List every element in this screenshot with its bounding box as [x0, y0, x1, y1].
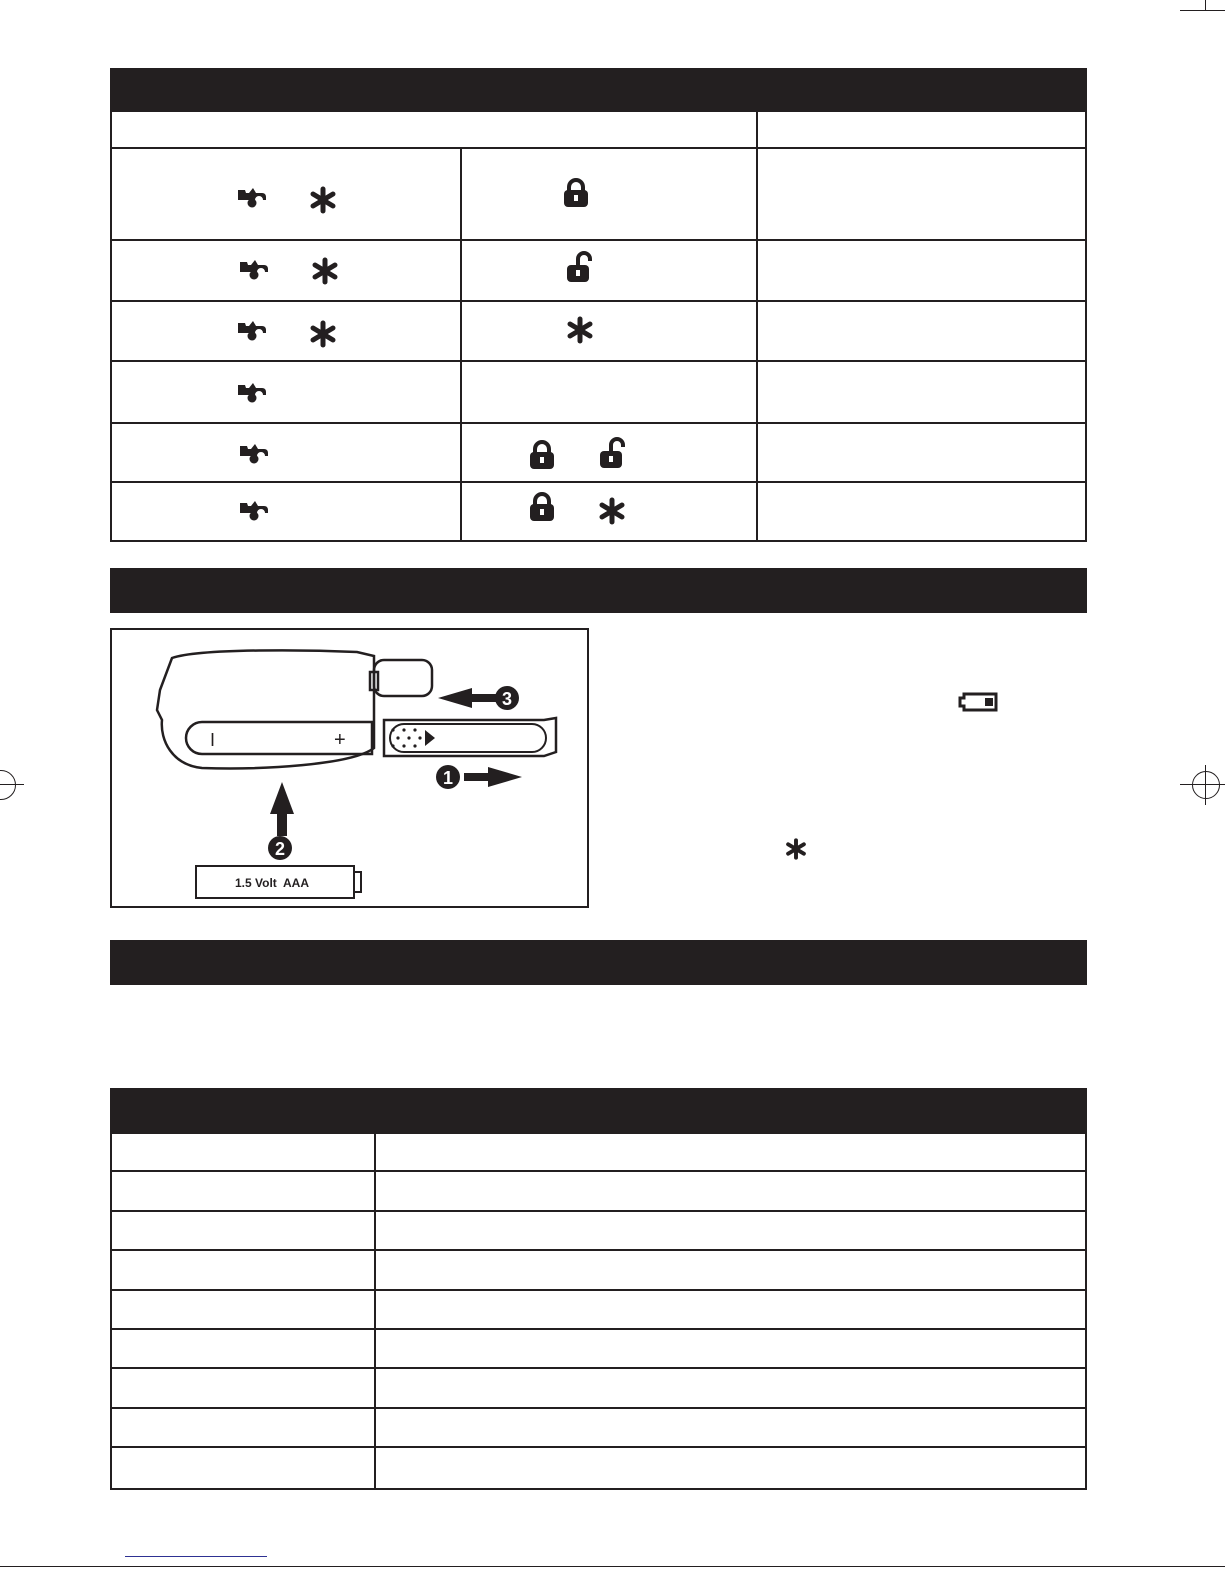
- car-trunk-icon: [237, 382, 267, 404]
- step-2-number: 2: [274, 839, 286, 859]
- step-1-number: 1: [442, 768, 454, 788]
- registration-mark: [0, 770, 16, 800]
- spec-row-rule: [110, 1407, 1087, 1409]
- asterisk-icon: [309, 186, 337, 214]
- car-trunk-icon: [239, 500, 269, 522]
- battery-plus-sign: +: [334, 729, 346, 751]
- spec-row-rule: [110, 1249, 1087, 1251]
- arrow-step-2: [268, 782, 294, 860]
- link-underline[interactable]: [125, 1556, 267, 1557]
- section-header-bar: [110, 940, 1087, 985]
- battery-replacement-illustration: [112, 630, 587, 906]
- crop-mark: [1180, 10, 1225, 11]
- battery-door: [384, 718, 556, 756]
- car-trunk-icon: [239, 443, 269, 465]
- lock-open-icon: [565, 251, 593, 283]
- asterisk-icon: [785, 838, 807, 860]
- battery-low-icon: [958, 692, 1000, 712]
- spec-table-column-rule: [374, 1134, 376, 1490]
- table-rule: [110, 239, 1087, 241]
- asterisk-icon: [566, 316, 594, 344]
- section-header-bar: [110, 68, 1087, 112]
- lock-closed-icon: [528, 492, 556, 522]
- table-column-rule: [460, 147, 462, 542]
- battery-minus-sign: I: [210, 730, 216, 750]
- spec-table: [110, 1134, 1087, 1490]
- lock-closed-icon: [528, 440, 556, 470]
- remote-body: [157, 650, 432, 768]
- section-header-bar: [110, 568, 1087, 613]
- car-trunk-icon: [237, 320, 267, 342]
- crop-mark: [1205, 0, 1206, 10]
- battery-label: 1.5 Volt AAA: [234, 876, 310, 890]
- spec-table-header: [110, 1088, 1087, 1134]
- registration-mark: [1192, 771, 1220, 799]
- lock-closed-icon: [562, 178, 590, 208]
- spec-row-rule: [110, 1289, 1087, 1291]
- car-trunk-icon: [237, 187, 267, 209]
- spec-row-rule: [110, 1328, 1087, 1330]
- lock-open-icon: [598, 437, 626, 469]
- step-3-number: 3: [501, 689, 513, 709]
- page-bottom-rule: [0, 1566, 1225, 1567]
- table-column-rule: [756, 112, 758, 542]
- table-rule: [110, 422, 1087, 424]
- table-rule: [110, 147, 1087, 149]
- asterisk-icon: [309, 320, 337, 348]
- car-trunk-icon: [239, 259, 269, 281]
- arrow-step-3: [438, 686, 519, 710]
- table-rule: [110, 300, 1087, 302]
- table-rule: [110, 360, 1087, 362]
- spec-row-rule: [110, 1446, 1087, 1448]
- arrow-step-1: [436, 765, 522, 789]
- asterisk-icon: [598, 497, 626, 525]
- table-rule: [110, 481, 1087, 483]
- asterisk-icon: [311, 257, 339, 285]
- spec-row-rule: [110, 1170, 1087, 1172]
- spec-row-rule: [110, 1210, 1087, 1212]
- spec-row-rule: [110, 1367, 1087, 1369]
